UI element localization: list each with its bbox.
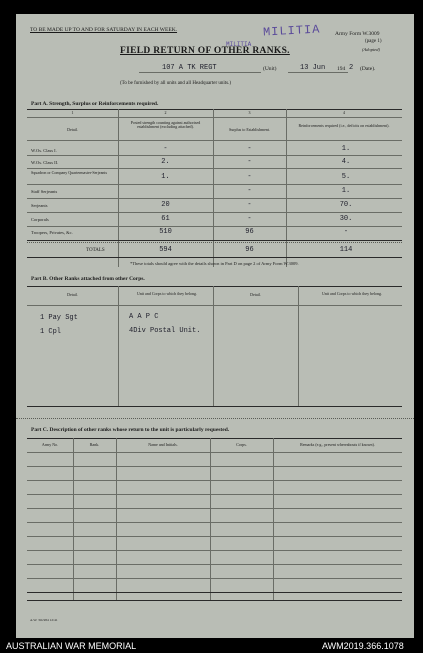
- part-c-col-remarks: Remarks (e.g., present whereabouts if known).: [300, 442, 375, 447]
- year-prefix: 194: [337, 66, 346, 72]
- posted-woi: -: [163, 145, 168, 153]
- part-b-row2-unit: 4Div Postal Unit.: [129, 327, 201, 335]
- total-posted: 594: [159, 246, 172, 254]
- top-note: TO BE MADE UP TO AND FOR SATURDAY IN EACH WEEK.: [30, 27, 178, 33]
- row-label-pte: Troopers, Privates, &c.: [31, 230, 73, 235]
- total-reinf: 114: [339, 246, 353, 254]
- surplus-staff-sgt: -: [247, 187, 252, 195]
- row-label-cqms: Squadron or Company Quartermaster-Serjeants: [31, 170, 108, 175]
- reinf-woii: 4.: [341, 158, 351, 166]
- part-c-col-army-no: Army No.: [41, 442, 59, 447]
- reinf-staff-sgt: 1.: [341, 187, 351, 195]
- posted-cpl: 61: [161, 215, 170, 223]
- part-a-top-rule: [27, 109, 402, 110]
- date-label: (Date).: [360, 66, 376, 72]
- part-b-col-unit-1: Unit and Corps to which they belong.: [136, 291, 198, 296]
- row-label-woi: W.Os. Class I.: [31, 148, 57, 153]
- posted-sgt: 20: [161, 201, 170, 209]
- militia-stamp: MILITIA: [262, 22, 321, 40]
- col-number-2: 2: [164, 110, 167, 115]
- year-value: 2: [349, 64, 354, 72]
- unit-value: 107 A TK REGT: [162, 64, 217, 72]
- row-label-sgt: Serjeants: [31, 203, 48, 208]
- posted-cqms: 1.: [161, 173, 170, 181]
- date-value: 13 Jun: [300, 64, 326, 72]
- fold-line: [16, 418, 414, 419]
- part-b-heading: Part B. Other Ranks attached from other Corps.: [31, 276, 145, 282]
- army-form-label: Army Form W.3009: [335, 31, 380, 37]
- part-b-col-detail-1: Detail.: [67, 292, 78, 297]
- part-c-col-corps: Corps.: [236, 442, 247, 447]
- reinf-pte: -: [343, 228, 349, 236]
- totals-footnote: *These totals should agree with the details shown in Part D on page 2 of Army Form W.3009.: [130, 261, 299, 266]
- furnished-note: (To be furnished by all units and all Headquarter units.): [120, 81, 232, 86]
- posted-pte: 510: [159, 228, 172, 236]
- row-label-cpl: Corporals: [31, 217, 49, 222]
- posted-woii: 2.: [161, 158, 170, 166]
- footer-institution: AUSTRALIAN WAR MEMORIAL: [6, 641, 137, 651]
- reinf-woi: 1.: [341, 145, 351, 153]
- col-header-surplus: Surplus to Establishment.: [229, 127, 270, 132]
- surplus-cpl: -: [247, 215, 252, 223]
- reinf-cqms: 5.: [341, 173, 351, 181]
- form-title: FIELD RETURN OF OTHER RANKS.: [120, 46, 290, 56]
- print-code: A.W. 3m 984 12/41: [30, 618, 58, 622]
- part-b-row1-unit: A A P C: [129, 313, 159, 321]
- unit-label: (Unit): [263, 66, 277, 72]
- surplus-cqms: -: [247, 173, 252, 181]
- col-number-4: 4: [343, 110, 345, 115]
- part-c-col-rank: Rank.: [89, 442, 100, 447]
- totals-label: TOTALS: [86, 248, 105, 253]
- surplus-pte: 96: [245, 228, 254, 236]
- col-header-posted: Posted strength counting against authorised establishment (excluding attached).: [130, 120, 201, 130]
- part-b-col-unit-2: Unit and Corps to which they belong.: [321, 291, 383, 296]
- row-label-woii: W.Os. Class II.: [31, 160, 59, 165]
- part-b-row1-detail: 1 Pay Sgt: [40, 314, 78, 322]
- surplus-woi: -: [247, 145, 252, 153]
- page-label: (page 1): [365, 39, 382, 44]
- col-number-1: 1: [71, 110, 74, 115]
- total-surplus: 96: [245, 246, 254, 254]
- reinf-sgt: 70.: [339, 201, 353, 209]
- reinf-cpl: 30.: [339, 215, 353, 223]
- surplus-woii: -: [247, 158, 252, 166]
- surplus-sgt: -: [247, 201, 252, 209]
- row-label-staff-sgt: Staff Serjeants: [31, 189, 58, 194]
- part-b-row2-detail: 1 Cpl: [40, 328, 62, 336]
- unit-underline: [139, 72, 261, 73]
- part-a-heading: Part A. Strength, Surplus or Reinforcements required.: [31, 101, 159, 107]
- footer-accession: AWM2019.366.1078: [322, 641, 404, 651]
- part-c-col-name: Name and Initials.: [148, 442, 178, 447]
- document-page: [16, 14, 414, 638]
- part-b-col-detail-2: Detail.: [250, 292, 261, 297]
- adopted-label: (Adopted): [362, 47, 380, 52]
- small-militia-stamp: MILITIA: [226, 41, 252, 48]
- col-header-detail: Detail.: [67, 127, 78, 132]
- col-number-3: 3: [248, 110, 251, 115]
- part-c-heading: Part C. Description of other ranks whose return to the unit is particularly requested.: [31, 427, 230, 433]
- col-header-reinf: Reinforcements required (i.e., deficits on establishment).: [298, 123, 390, 128]
- archive-footer: [0, 640, 423, 653]
